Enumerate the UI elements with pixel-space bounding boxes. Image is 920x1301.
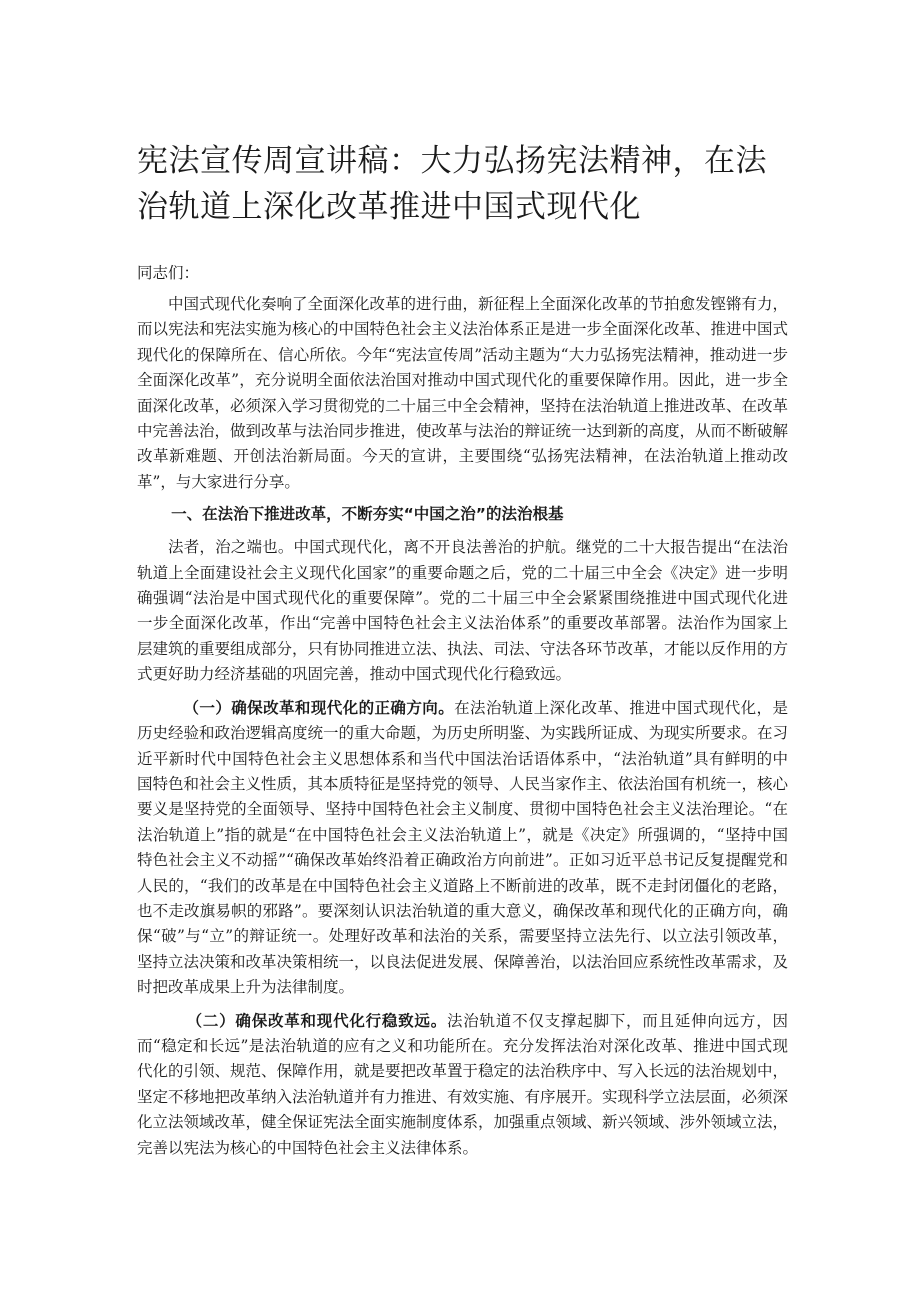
point-1-paragraph	[137, 696, 788, 1001]
point-1-body: 在法治轨道上深化改革、推进中国式现代化，是历史经验和政治逻辑高度统一的重大命题，为历史所明鉴、为实践所证成、为现实所要求。在习近平新时代中国特色社会主义思想体系和当代中国法治话语体系中，“法治轨道”具有鲜明的中国特色和社会主义性质，其本质特征是坚持党的领导、人民当家作主、依法治国有机统一，核心要义是坚持党的全面领导、坚持中国特色社会主义制度、贯彻中国特色社会主义法治理论。“在法治轨道上”指的就是“在中国特色社会主义法治轨道上”，就是《决定》所强调的，“坚持中国特色社会主义不动摇”“确保改革始终沿着正确政治方向前进”。正如习近平总书记反复提醒党和人民的，“我们的改革是在中国特色社会主义道路上不断前进的改革，既不走封闭僵化的老路，也不走改旗易帜的邪路”。要深刻认识法治轨道的重大意义，确保改革和现代化的正确方向，确保“破”与“立”的辩证统一。处理好改革和法治的关系，需要坚持立法先行、以立法引领改革，坚持立法决策和改革决策相统一，以良法促进发展、保障善治，以法治回应系统性改革需求，及时把改革成果上升为法律制度。	[137, 698, 789, 997]
point-2-paragraph	[137, 1009, 788, 1161]
section-1-heading: 一、在法治下推进改革，不断夯实“中国之治”的法治根基	[171, 505, 564, 524]
section-1-paragraph: 法者，治之端也。中国式现代化，离不开良法善治的护航。继党的二十大报告提出“在法治轨道上全面建设社会主义现代化国家”的重要命题之后，党的二十届三中全会《决定》进一步明确强调“法治是中国式现代化的重要保障”。党的二十届三中全会紧紧围绕推进中国式现代化进一步全面深化改革，作出“完善中国特色社会主义法治体系”的重要改革部署。法治作为国家上层建筑的重要组成部分，只有协同推进立法、执法、司法、守法各环节改革，才能以反作用的方式更好助力经济基础的巩固完善，推动中国式现代化行稳致远。	[137, 538, 789, 684]
document-title: 宪法宣传周宣讲稿：大力弘扬宪法精神，在法治轨道上深化改革推进中国式现代化	[137, 143, 767, 225]
intro-paragraph: 中国式现代化奏响了全面深化改革的进行曲，新征程上全面深化改革的节拍愈发铿锵有力，而以宪法和宪法实施为核心的中国特色社会主义法治体系正是进一步全面深化改革、推进中国式现代化的保障所在、信心所依。今年“宪法宣传周”活动主题为“大力弘扬宪法精神，推动进一步全面深化改革”，充分说明全面依法治国对推动中国式现代化的重要保障作用。因此，进一步全面深化改革，必须深入学习贯彻党的二十届三中全会精神，坚持在法治轨道上推进改革、在改革中完善法治，做到改革与法治同步推进，使改革与法治的辩证统一达到新的高度，从而不断破解改革新难题、开创法治新局面。今天的宣讲，主要围绕“弘扬宪法精神，在法治轨道上推动改革”，与大家进行分享。	[137, 295, 789, 491]
point-2-lead: （二）确保改革和现代化行稳致远。	[186, 1011, 447, 1030]
document-page	[137, 138, 788, 1161]
point-1-lead: （一）确保改革和现代化的正确方向。	[183, 698, 455, 717]
point-2-body: 法治轨道不仅支撑起脚下，而且延伸向远方，因而“稳定和长远”是法治轨道的应有之义和功能所在。充分发挥法治对深化改革、推进中国式现代化的引领、规范、保障作用，就是要把改革置于稳定的法治秩序中、写入长远的法治规划中，坚定不移地把改革纳入法治轨道并有力推进、有效实施、有序展开。实现科学立法层面，必须深化立法领域改革，健全保证宪法全面实施制度体系，加强重点领域、新兴领域、涉外领域立法，完善以宪法为核心的中国特色社会主义法律体系。	[137, 1011, 789, 1157]
salutation: 同志们：	[137, 264, 200, 282]
